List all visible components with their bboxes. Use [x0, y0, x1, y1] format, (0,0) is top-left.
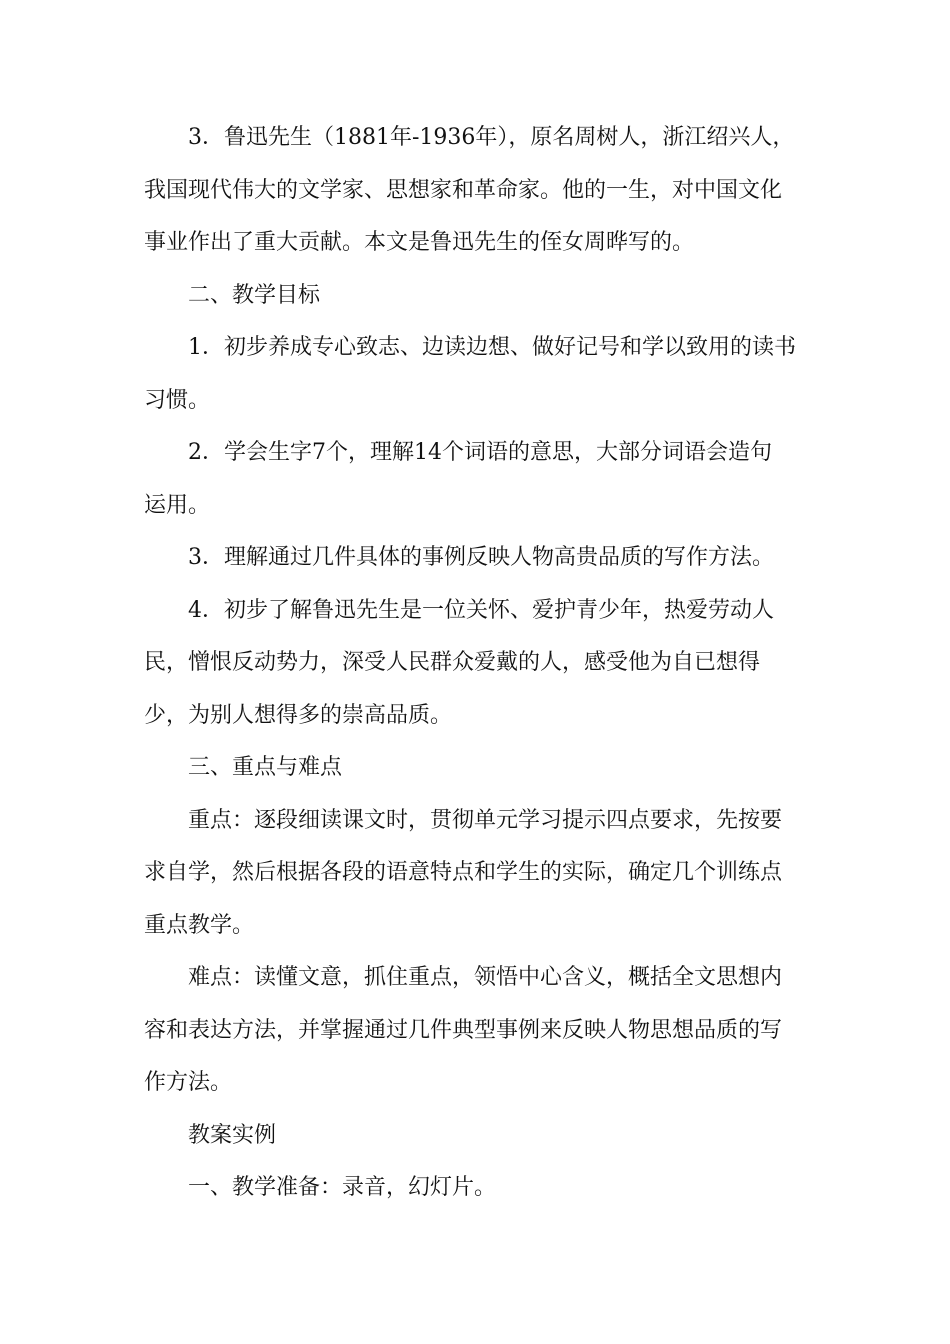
line: 事业作出了重大贡献。本文是鲁迅先生的侄女周晔写的。	[144, 230, 695, 255]
paragraph-goal-2	[144, 427, 809, 532]
line: 重点教学。	[144, 912, 255, 938]
line: 三、重点与难点	[188, 755, 343, 780]
line: 二、教学目标	[188, 282, 321, 308]
heading-teaching-goals	[144, 270, 809, 323]
paragraph-goal-3	[144, 532, 809, 585]
paragraph-difficult-point	[144, 952, 809, 1110]
line: 教案实例	[188, 1122, 277, 1148]
line: 少，为别人想得多的崇高品质。	[144, 702, 453, 728]
line: 民，憎恨反动势力，深受人民群众爱戴的人，感受他为自已想得	[144, 650, 761, 675]
line: 难点：读懂文意，抓住重点，领悟中心含义，概括全文思想内	[188, 965, 783, 990]
line: 容和表达方法，并掌握通过几件典型事例来反映人物思想品质的写	[144, 1017, 783, 1043]
line: 一、教学准备：录音，幻灯片。	[188, 1175, 497, 1200]
line: 习惯。	[144, 387, 211, 413]
line: 我国现代伟大的文学家、思想家和革命家。他的一生，对中国文化	[144, 177, 783, 203]
paragraph-teaching-preparation	[144, 1162, 809, 1215]
heading-key-difficult-points	[144, 742, 809, 795]
line: 运用。	[144, 492, 211, 518]
line: 2．学会生字7个，理解14个词语的意思，大部分词语会造句	[188, 440, 772, 465]
line: 3．鲁迅先生（1881年-1936年），原名周树人，浙江绍兴人，	[188, 125, 795, 150]
document-body	[144, 112, 809, 1215]
line: 作方法。	[144, 1070, 233, 1095]
line: 求自学，然后根据各段的语意特点和学生的实际，确定几个训练点	[144, 860, 783, 885]
line: 4．初步了解鲁迅先生是一位关怀、爱护青少年，热爱劳动人	[188, 597, 774, 623]
paragraph-lu-xun-intro	[144, 112, 809, 270]
line: 3．理解通过几件具体的事例反映人物高贵品质的写作方法。	[188, 545, 774, 570]
paragraph-goal-4	[144, 585, 809, 743]
line: 1．初步养成专心致志、边读边想、做好记号和学以致用的读书	[188, 335, 796, 360]
paragraph-goal-1	[144, 322, 809, 427]
heading-lesson-example	[144, 1110, 809, 1163]
line: 重点：逐段细读课文时，贯彻单元学习提示四点要求，先按要	[188, 807, 783, 833]
paragraph-key-point	[144, 795, 809, 953]
